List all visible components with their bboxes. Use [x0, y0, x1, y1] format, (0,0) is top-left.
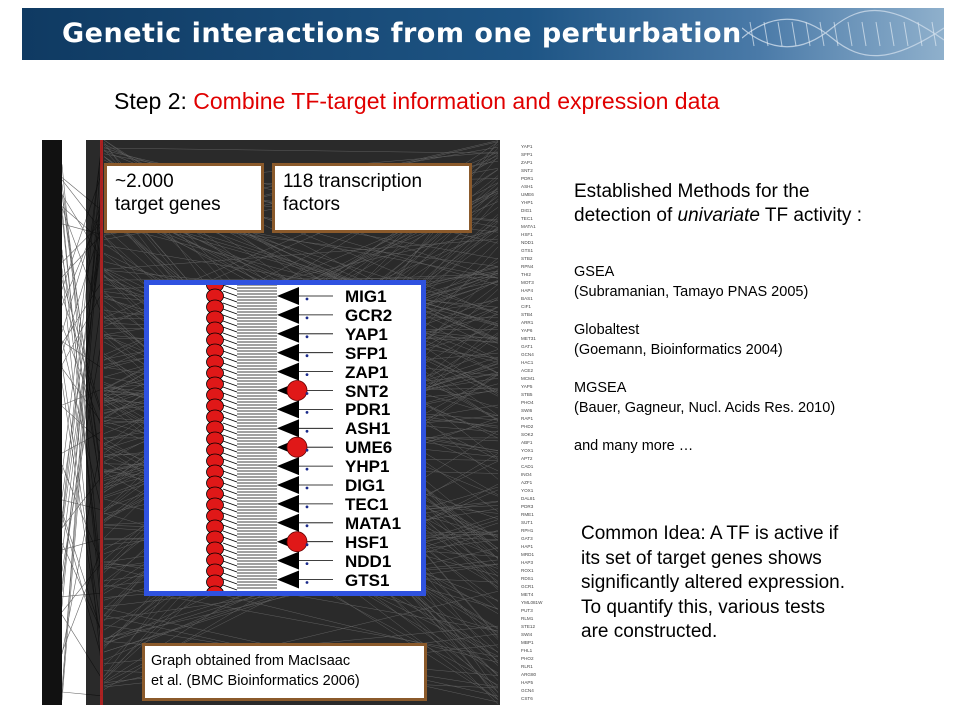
- step-prefix: Step 2:: [114, 88, 194, 114]
- gene-label: YAP6: [521, 328, 533, 333]
- gene-label: SFP1: [521, 152, 533, 157]
- gene-label: CIF1: [521, 304, 531, 309]
- tf-name-label: MIG1: [345, 287, 387, 306]
- gene-label: STB2: [521, 256, 533, 261]
- gene-label: ARR1: [521, 320, 534, 325]
- gene-label: YHP1: [521, 200, 534, 205]
- transcription-factors-callout: [272, 163, 472, 233]
- gene-label: INO4: [521, 472, 532, 477]
- gene-label: SOK2: [521, 432, 534, 437]
- common-idea-text: [581, 522, 931, 645]
- gene-label: CAD1: [521, 464, 534, 469]
- tf-name-label: MATA1: [345, 513, 402, 533]
- gene-label: YOX1: [521, 448, 534, 453]
- gene-label: RLR1: [521, 664, 533, 669]
- gene-label: AZF1: [521, 480, 533, 485]
- gene-label: FHL1: [521, 648, 533, 653]
- gene-label: DIG1: [521, 208, 532, 213]
- gene-label: YML081W: [521, 600, 543, 605]
- gene-label: MET4: [521, 592, 534, 597]
- dna-helix-image: [742, 8, 944, 60]
- method-reference: (Goemann, Bioinformatics 2004): [574, 342, 783, 358]
- tf-name-label: YAP1: [345, 324, 388, 344]
- method-name: MGSEA: [574, 380, 627, 396]
- tf-name-label: TEC1: [345, 494, 389, 514]
- gene-label: GCN4: [521, 688, 534, 693]
- gene-label: RDS1: [521, 576, 534, 581]
- gene-label: STB4: [521, 312, 533, 317]
- common-idea-line: Common Idea: A TF is active if: [581, 523, 839, 544]
- tf-name-label: PDR1: [345, 400, 391, 420]
- gene-label: PDR1: [521, 176, 534, 181]
- gene-label: MCM1: [521, 376, 535, 381]
- established-line2-before: detection of: [574, 205, 678, 226]
- title-bar: [22, 8, 944, 60]
- gene-label: MRD1: [521, 552, 535, 557]
- tf-name-label: GCR2: [345, 305, 393, 325]
- gene-label-column: [520, 140, 546, 705]
- univariate-emphasis: univariate: [677, 205, 760, 226]
- gene-label: PDR3: [521, 504, 534, 509]
- gene-label: SWI4: [521, 632, 533, 637]
- graph-credit-box: [142, 643, 427, 701]
- target-genes-line2: target genes: [115, 194, 221, 215]
- gene-label: NDD1: [521, 240, 534, 245]
- established-line2: [574, 204, 954, 228]
- tf-name-label: GTS1: [345, 570, 390, 590]
- established-line1: Established Methods for the: [574, 181, 810, 202]
- gene-label: TEC1: [521, 216, 533, 221]
- tf-name-label: HSF1: [345, 532, 389, 552]
- tf-name-label: SFP1: [345, 343, 388, 363]
- credit-line1: Graph obtained from MacIsaac: [151, 653, 351, 669]
- gene-label: GCN4: [521, 352, 534, 357]
- gene-label: PHD2: [521, 424, 534, 429]
- gene-label: SWI6: [521, 408, 533, 413]
- gene-label: PUT3: [521, 608, 533, 613]
- gene-label: RME1: [521, 512, 534, 517]
- gene-label: PHO2: [521, 656, 534, 661]
- credit-line2: et al. (BMC Bioinformatics 2006): [151, 673, 360, 689]
- step-text: Combine TF-target information and expression data: [193, 88, 720, 114]
- gene-label: ZAP1: [521, 160, 533, 165]
- gene-label: MATA1: [521, 224, 536, 229]
- gene-label: RPH1: [521, 528, 534, 533]
- gene-label: HAP3: [521, 560, 534, 565]
- step-heading: [114, 88, 720, 115]
- gene-label: RPN4: [521, 264, 534, 269]
- gene-label: STB5: [521, 392, 533, 397]
- gene-label: DAL81: [521, 496, 536, 501]
- gene-label: MBP1: [521, 640, 534, 645]
- method-item: [574, 378, 954, 418]
- gene-label: CST6: [521, 696, 533, 701]
- method-reference: (Subramanian, Tamayo PNAS 2005): [574, 284, 809, 300]
- established-methods-heading: [574, 180, 954, 228]
- method-reference: (Bauer, Gagneur, Nucl. Acids Res. 2010): [574, 400, 836, 416]
- gene-label: BAS1: [521, 296, 533, 301]
- methods-more: and many more …: [574, 438, 694, 454]
- gene-label: THI2: [521, 272, 531, 277]
- gene-label: HAP4: [521, 288, 534, 293]
- methods-list: [574, 262, 954, 474]
- network-zoom-inset: [144, 280, 426, 596]
- gene-label: RAP1: [521, 416, 534, 421]
- common-idea-line: significantly altered expression.: [581, 572, 846, 593]
- tf-name-label: ASH1: [345, 419, 391, 439]
- gene-label: ROX1: [521, 568, 534, 573]
- common-idea-line: To quantify this, various tests: [581, 596, 825, 618]
- common-idea-line: are constructed.: [581, 621, 718, 642]
- gene-label: GAT3: [521, 536, 533, 541]
- gene-label: ARG80: [521, 672, 537, 677]
- tf-name-label: SNT2: [345, 381, 389, 401]
- gene-label: GTS1: [521, 248, 533, 253]
- target-genes-callout: [104, 163, 264, 233]
- gene-label: ACE2: [521, 368, 534, 373]
- gene-label: HAC1: [521, 360, 534, 365]
- tf-name-label: UME6: [345, 438, 393, 458]
- gene-label: UME6: [521, 192, 534, 197]
- gene-label: ABF1: [521, 440, 533, 445]
- gene-label: HAP5: [521, 680, 534, 685]
- gene-label: GCR1: [521, 584, 534, 589]
- tf-name-label: YHP1: [345, 457, 390, 477]
- gene-label: APT2: [521, 456, 533, 461]
- gene-label: HSF1: [521, 232, 533, 237]
- gene-label: YOX1: [521, 488, 534, 493]
- method-item: [574, 262, 954, 302]
- gene-label: SNT2: [521, 168, 533, 173]
- method-item: [574, 320, 954, 360]
- gene-label: SUT1: [521, 520, 533, 525]
- established-line2-after: TF activity :: [759, 205, 862, 226]
- tf-name-label: NDD1: [345, 551, 392, 571]
- slide-title: Genetic interactions from one perturbation: [62, 18, 742, 49]
- gene-label: RLM1: [521, 616, 534, 621]
- gene-label: YAP5: [521, 384, 533, 389]
- tf-name-label: DIG1: [345, 476, 385, 495]
- gene-label: GAT1: [521, 344, 533, 349]
- target-genes-line1: ~2.000: [115, 171, 174, 192]
- gene-label: YAP1: [521, 144, 533, 149]
- method-name: GSEA: [574, 264, 615, 280]
- gene-label: HAP1: [521, 544, 534, 549]
- gene-label: STE12: [521, 624, 536, 629]
- gene-label: PHO4: [521, 400, 534, 405]
- gene-label: MET31: [521, 336, 536, 341]
- gene-label: ASH1: [521, 184, 534, 189]
- gene-label: MOT3: [521, 280, 534, 285]
- method-name: Globaltest: [574, 322, 640, 338]
- tf-count-line2: factors: [283, 194, 341, 215]
- common-idea-line: its set of target genes shows: [581, 547, 822, 569]
- tf-count-line1: 118 transcription: [283, 171, 423, 192]
- tf-name-label: ZAP1: [345, 362, 389, 382]
